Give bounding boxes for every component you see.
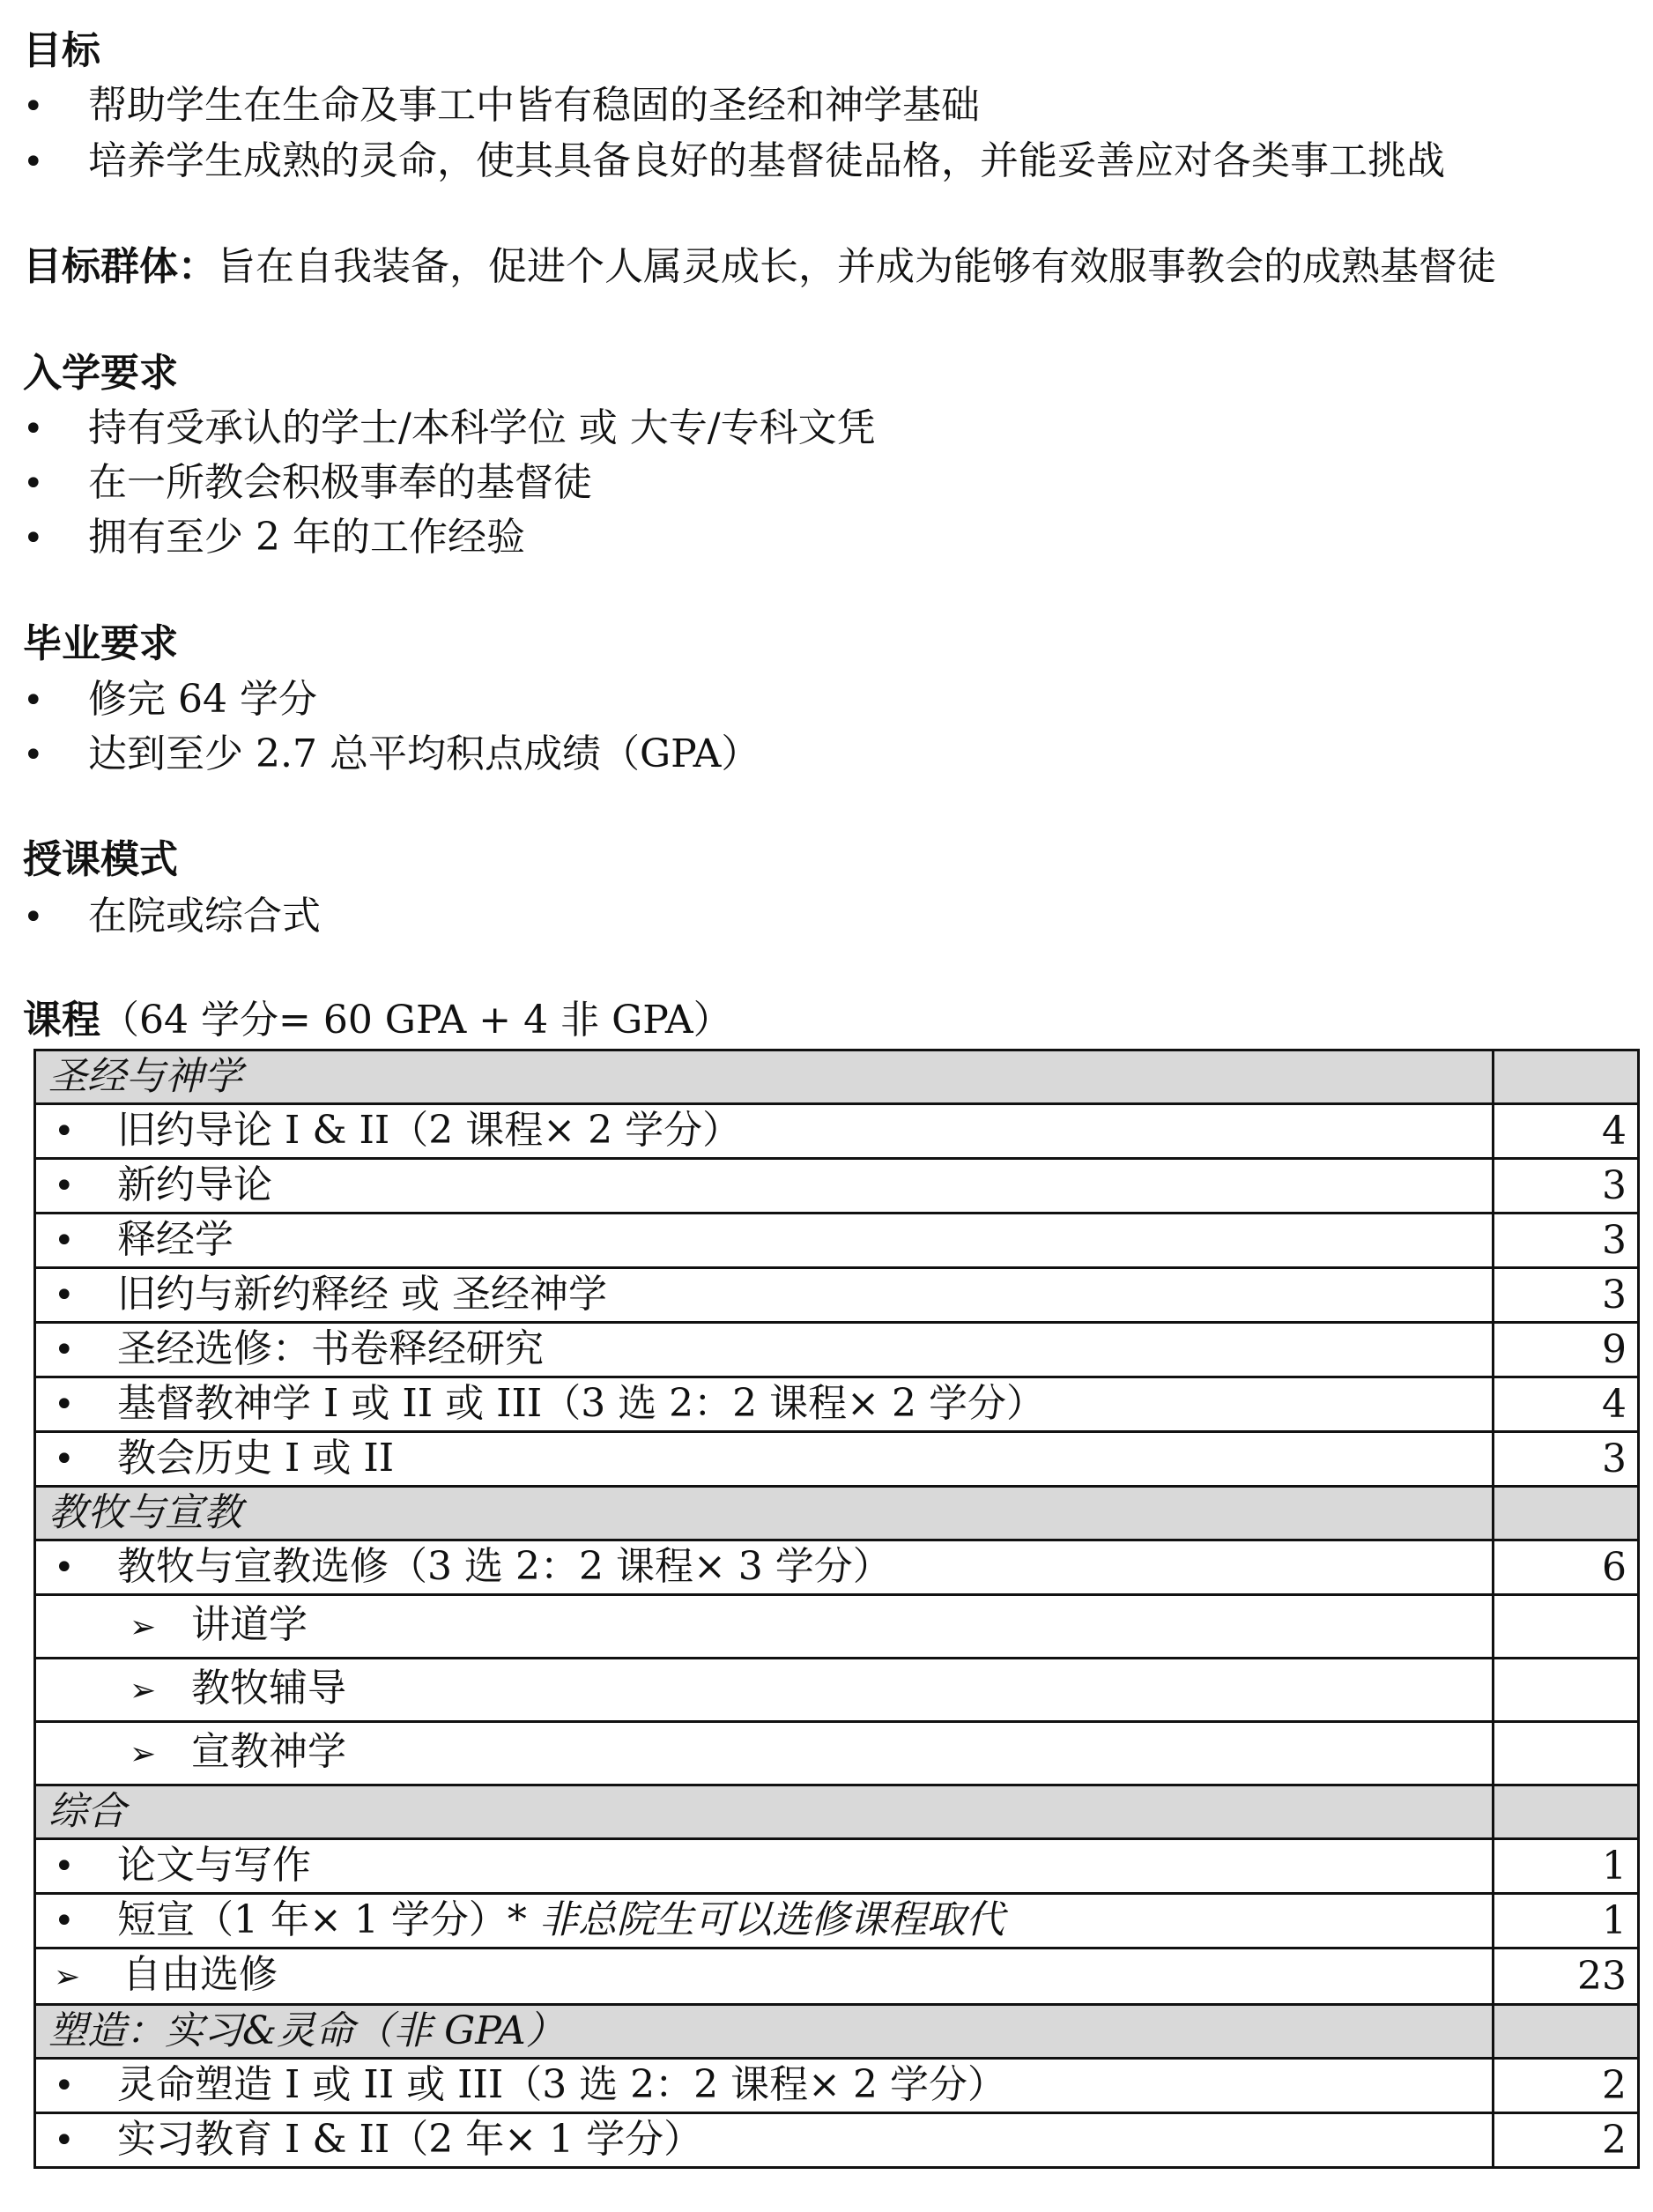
course-label [35, 1894, 1494, 1948]
course-label [35, 1268, 1494, 1323]
graduation-heading: 毕业要求 [23, 621, 178, 666]
bullet-icon: • [54, 1901, 75, 1941]
course-name: 新约导论 [117, 1162, 272, 1207]
arrow-bullet-icon: ➢ [130, 1673, 157, 1709]
courses-title: 课程 [23, 998, 100, 1043]
mode-item [23, 892, 321, 942]
section-header-blank [1494, 2005, 1639, 2059]
bullet-icon: • [54, 1111, 75, 1152]
bullet-icon: • [54, 2120, 75, 2161]
bullet-icon: • [23, 518, 44, 559]
bullet-icon: • [23, 409, 44, 449]
admission-item-text: 持有受承认的学士/本科学位 或 大专/专科文凭 [88, 405, 876, 450]
table-row [35, 1323, 1639, 1377]
arrow-bullet-icon: ➢ [54, 1959, 81, 1995]
table-row [35, 1948, 1639, 2005]
admission-item [23, 458, 592, 508]
table-row [35, 1268, 1639, 1323]
table-section-header [35, 2005, 1639, 2059]
table-row [35, 1595, 1639, 1659]
section-bible-header: 圣经与神学 [35, 1050, 1494, 1104]
bullet-icon: • [54, 1548, 75, 1588]
course-credits: 2 [1494, 2059, 1639, 2113]
table-row [35, 1104, 1639, 1159]
course-sub-option [35, 1722, 1494, 1785]
table-row [35, 1214, 1639, 1268]
section-integrated-header: 综合 [35, 1785, 1494, 1839]
bullet-icon: • [23, 735, 44, 776]
table-row [35, 1722, 1639, 1785]
admission-item-text: 拥有至少 2 年的工作经验 [88, 515, 525, 560]
admission-item [23, 404, 876, 454]
section-pastoral-header: 教牧与宣教 [35, 1487, 1494, 1540]
course-credits: 1 [1494, 1894, 1639, 1948]
course-label [35, 2113, 1494, 2168]
course-label [35, 1432, 1494, 1487]
section-header-blank [1494, 1487, 1639, 1540]
section-formation-header: 塑造：实习&灵命（非 GPA） [35, 2005, 1494, 2059]
bullet-icon: • [23, 897, 44, 938]
course-label [35, 1839, 1494, 1894]
course-name: 灵命塑造 I 或 II 或 III（3 选 2：2 课程× 2 学分） [117, 2062, 1006, 2107]
table-row [35, 1839, 1639, 1894]
table-row [35, 1894, 1639, 1948]
bullet-icon: • [23, 86, 44, 127]
course-credits-blank [1494, 1659, 1639, 1722]
course-name: 释经学 [117, 1217, 233, 1262]
section-header-blank [1494, 1785, 1639, 1839]
course-credits: 3 [1494, 1432, 1639, 1487]
bullet-icon: • [54, 1384, 75, 1425]
course-note: * 非总院生可以选修课程取代 [507, 1897, 1004, 1942]
course-label [35, 1104, 1494, 1159]
course-credits: 6 [1494, 1540, 1639, 1595]
table-section-header [35, 1785, 1639, 1839]
bullet-icon: • [54, 1439, 75, 1480]
course-credits: 4 [1494, 1104, 1639, 1159]
course-credits-blank [1494, 1595, 1639, 1659]
course-credits: 23 [1494, 1948, 1639, 2005]
course-credits: 4 [1494, 1377, 1639, 1432]
bullet-icon: • [54, 1846, 75, 1887]
course-label [35, 1948, 1494, 2005]
course-name: 教会历史 I 或 II [117, 1436, 395, 1481]
course-label [35, 1540, 1494, 1595]
bullet-icon: • [54, 1166, 75, 1206]
course-sub-option [35, 1595, 1494, 1659]
section-header-blank [1494, 1050, 1639, 1104]
graduation-item [23, 730, 760, 780]
course-name: 旧约与新约释经 或 圣经神学 [117, 1272, 607, 1317]
course-label [35, 1214, 1494, 1268]
course-name: 自由选修 [122, 1952, 278, 1997]
course-name: 教牧与宣教选修（3 选 2：2 课程× 3 学分） [117, 1544, 892, 1589]
goals-item-text: 帮助学生在生命及事工中皆有稳固的圣经和神学基础 [88, 83, 980, 128]
table-section-header [35, 1487, 1639, 1540]
course-name: 讲道学 [191, 1602, 308, 1647]
bullet-icon: • [54, 2066, 75, 2106]
course-table [33, 1049, 1640, 2169]
goals-item-text: 培养学生成熟的灵命，使其具备良好的基督徒品格，并能妥善应对各类事工挑战 [88, 138, 1445, 183]
course-name: 教牧辅导 [191, 1666, 346, 1711]
bullet-icon: • [23, 464, 44, 504]
table-row [35, 1159, 1639, 1214]
table-row [35, 1659, 1639, 1722]
table-section-header [35, 1050, 1639, 1104]
admission-item [23, 513, 525, 563]
course-credits: 3 [1494, 1159, 1639, 1214]
course-sub-option [35, 1659, 1494, 1722]
bullet-icon: • [54, 1275, 75, 1316]
course-label [35, 1377, 1494, 1432]
admission-item-text: 在一所教会积极事奉的基督徒 [88, 460, 592, 505]
course-name: 基督教神学 I 或 II 或 III（3 选 2：2 课程× 2 学分） [117, 1381, 1045, 1426]
course-name: 圣经选修：书卷释经研究 [117, 1326, 544, 1371]
target-group-text: 旨在自我装备，促进个人属灵成长，并成为能够有效服事教会的成熟基督徒 [217, 244, 1496, 289]
table-row [35, 2113, 1639, 2168]
goals-item [23, 137, 1445, 187]
course-name: 论文与写作 [117, 1843, 311, 1888]
table-row [35, 1377, 1639, 1432]
bullet-icon: • [23, 142, 44, 182]
graduation-item-text: 达到至少 2.7 总平均积点成绩（GPA） [88, 731, 760, 776]
course-credits: 3 [1494, 1268, 1639, 1323]
bullet-icon: • [54, 1330, 75, 1370]
course-name: 宣教神学 [191, 1729, 346, 1774]
course-label [35, 2059, 1494, 2113]
table-row [35, 1540, 1639, 1595]
graduation-item [23, 675, 317, 725]
admission-heading: 入学要求 [23, 351, 178, 396]
goals-heading: 目标 [23, 28, 100, 73]
course-credits: 1 [1494, 1839, 1639, 1894]
courses-heading [23, 996, 732, 1045]
courses-subtitle: （64 学分= 60 GPA + 4 非 GPA） [100, 998, 732, 1043]
target-group-label: 目标群体： [23, 244, 217, 289]
course-credits: 2 [1494, 2113, 1639, 2168]
bullet-icon: • [54, 1221, 75, 1261]
table-row [35, 2059, 1639, 2113]
course-credits: 3 [1494, 1214, 1639, 1268]
bullet-icon: • [23, 680, 44, 721]
course-name: 旧约导论 I & II（2 课程× 2 学分） [117, 1108, 742, 1153]
course-label [35, 1159, 1494, 1214]
course-credits: 9 [1494, 1323, 1639, 1377]
goals-item [23, 81, 980, 131]
arrow-bullet-icon: ➢ [130, 1736, 157, 1772]
table-row [35, 1432, 1639, 1487]
graduation-item-text: 修完 64 学分 [88, 677, 317, 722]
course-credits-blank [1494, 1722, 1639, 1785]
arrow-bullet-icon: ➢ [130, 1609, 157, 1645]
target-group [23, 242, 1496, 292]
mode-heading: 授课模式 [23, 837, 178, 882]
mode-item-text: 在院或综合式 [88, 894, 321, 939]
course-label [35, 1323, 1494, 1377]
course-name: 短宣（1 年× 1 学分） [117, 1897, 508, 1942]
course-name: 实习教育 I & II（2 年× 1 学分） [117, 2117, 703, 2162]
